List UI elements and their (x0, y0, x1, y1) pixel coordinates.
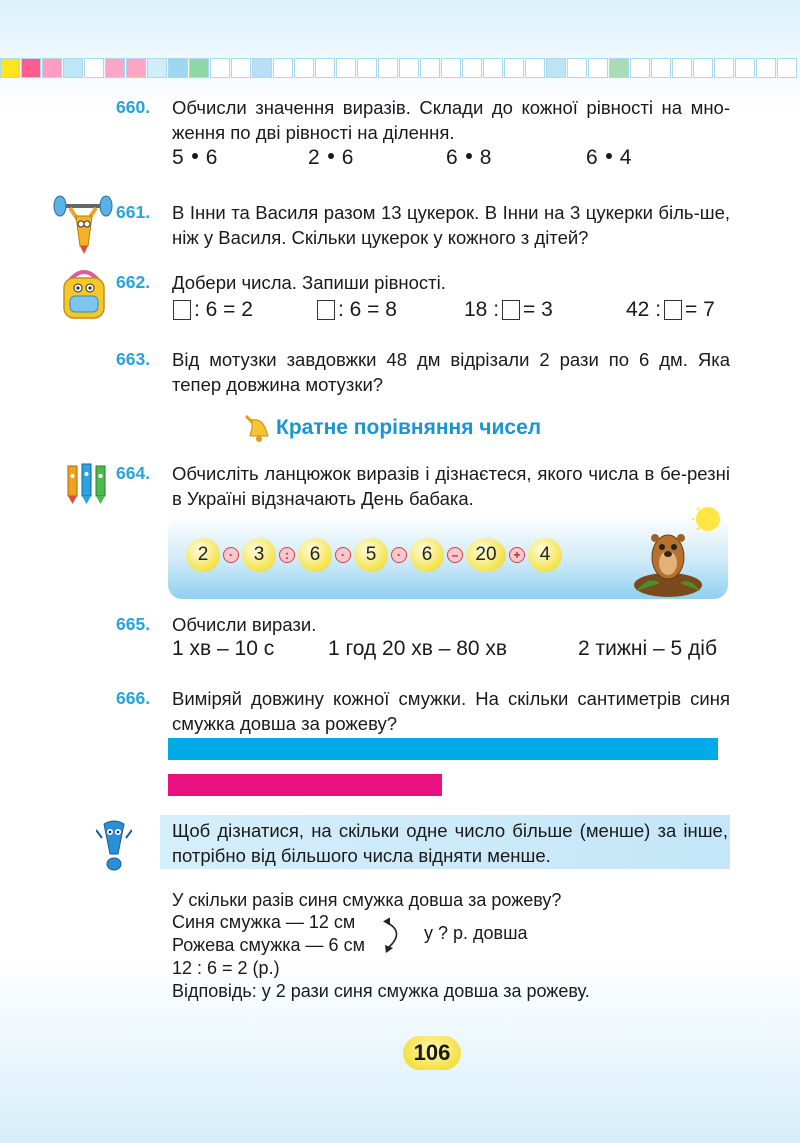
strip-cell (693, 58, 713, 78)
weightlifter-pencil-icon (52, 194, 114, 256)
exercise-number-666: 666. (116, 688, 151, 708)
strip-cell (168, 58, 188, 78)
strip-cell (252, 58, 272, 78)
strip-cell (189, 58, 209, 78)
strip-cell (336, 58, 356, 78)
strip-cell (147, 58, 167, 78)
strip-cell (714, 58, 734, 78)
exercise-661-text: В Інни та Василя разом 13 цукерок. В Інни на 3 цукерки біль-ше, ніж у Василя. Скільки цукерок у кожного з дітей? (172, 202, 730, 248)
strip-cell (105, 58, 125, 78)
strip-cell (546, 58, 566, 78)
expression-1: 5 6 (172, 146, 218, 169)
strip-cell (588, 58, 608, 78)
strip-cell (126, 58, 146, 78)
expression-chain (186, 538, 562, 572)
exercise-663-text: Від мотузки завдовжки 48 дм відрізали 2 рази по 6 дм. Яка тепер довжина мотузки? (172, 349, 730, 395)
backpack-icon (56, 266, 112, 322)
exercise-number-661: 661. (116, 202, 151, 222)
chain-number: 4 (528, 538, 562, 572)
example-note: у ? р. довша (424, 923, 528, 943)
strip-cell (483, 58, 503, 78)
time-expression-1: 1 хв – 10 с (172, 637, 275, 660)
strip-cell (378, 58, 398, 78)
groundhog-illustration (630, 505, 726, 597)
strip-cell (462, 58, 482, 78)
strip-cell (84, 58, 104, 78)
strip-cell (399, 58, 419, 78)
chain-operator: – (447, 547, 463, 563)
expression-2: 2 6 (308, 146, 354, 169)
answer-box[interactable] (502, 300, 520, 320)
chain-operator: : (279, 547, 295, 563)
exercise-664-text: Обчисліть ланцюжок виразів і дізнаєтеся, якого числа в бе-резні в Україні відзначають День бабака. (172, 463, 730, 509)
strip-cell (609, 58, 629, 78)
strip-cell (0, 58, 20, 78)
pencils-icon (62, 460, 112, 506)
answer-box[interactable] (664, 300, 682, 320)
exercise-662-text: Добери числа. Запиши рівності. (172, 272, 446, 293)
strip-cell (504, 58, 524, 78)
chain-number: 5 (354, 538, 388, 572)
strip-cell (21, 58, 41, 78)
exclamation-mascot-icon (96, 820, 132, 872)
chain-number: 6 (298, 538, 332, 572)
strip-cell (210, 58, 230, 78)
strip-cell (630, 58, 650, 78)
expression-chain-panel (168, 515, 728, 599)
chain-number: 20 (466, 538, 506, 572)
exercise-665-text: Обчисли вирази. (172, 614, 317, 635)
example-question: У скільки разів синя смужка довша за рожеву? (172, 890, 562, 910)
exercise-number-662: 662. (116, 272, 151, 292)
rule-text: Щоб дізнатися, на скільки одне число більше (менше) за інше, потрібно від більшого числа відняти менше. (172, 820, 728, 866)
example-line-blue: Синя смужка — 12 см (172, 912, 356, 932)
chain-operator: · (223, 547, 239, 563)
expression-4: 6 4 (586, 146, 632, 169)
strip-cell (357, 58, 377, 78)
curved-arrow-icon (382, 914, 410, 956)
strip-cell (567, 58, 587, 78)
exercise-number-660: 660. (116, 97, 151, 117)
answer-box[interactable] (173, 300, 191, 320)
equation-3: 18 : = 3 (464, 298, 553, 321)
strip-cell (294, 58, 314, 78)
equation-2: : 6 = 8 (314, 298, 397, 322)
blue-strip (168, 738, 718, 760)
strip-cell (441, 58, 461, 78)
strip-cell (63, 58, 83, 78)
time-expression-2: 1 год 20 хв – 80 хв (328, 637, 508, 660)
pink-strip (168, 774, 442, 796)
chain-number: 2 (186, 538, 220, 572)
strip-cell (735, 58, 755, 78)
exercise-number-665: 665. (116, 614, 151, 634)
strip-cell (273, 58, 293, 78)
expression-3: 6 8 (446, 146, 492, 169)
strip-cell (756, 58, 776, 78)
exercise-number-663: 663. (116, 349, 151, 369)
bell-icon (240, 410, 272, 444)
exercise-660-text: Обчисли значення виразів. Склади до кожної рівності на мно-ження по дві рівності на ділення. (172, 97, 730, 143)
chain-operator: · (335, 547, 351, 563)
strip-cell (672, 58, 692, 78)
chain-operator: + (509, 547, 525, 563)
rule-box (160, 815, 730, 869)
chain-operator: · (391, 547, 407, 563)
example-line-pink: Рожева смужка — 6 см (172, 935, 365, 955)
strip-cell (315, 58, 335, 78)
example-answer: Відповідь: у 2 рази синя смужка довша за рожеву. (172, 981, 590, 1001)
page-number: 106 (403, 1036, 461, 1070)
answer-box[interactable] (317, 300, 335, 320)
exercise-666-text: Виміряй довжину кожної смужки. На скільки сантиметрів синя смужка довша за рожеву? (172, 688, 730, 734)
strip-cell (777, 58, 797, 78)
strip-cell (651, 58, 671, 78)
time-expression-3: 2 тижні – 5 діб (578, 637, 717, 660)
chain-number: 3 (242, 538, 276, 572)
exercise-number-664: 664. (116, 463, 151, 483)
decorative-color-strip (0, 58, 800, 80)
strip-cell (231, 58, 251, 78)
strip-cell (525, 58, 545, 78)
strip-cell (420, 58, 440, 78)
equation-1: : 6 = 2 (170, 298, 253, 322)
example-calculation: 12 : 6 = 2 (р.) (172, 958, 280, 978)
equation-4: 42 : = 7 (626, 298, 715, 321)
chain-number: 6 (410, 538, 444, 572)
strip-cell (42, 58, 62, 78)
section-title: Кратне порівняння чисел (276, 416, 542, 439)
